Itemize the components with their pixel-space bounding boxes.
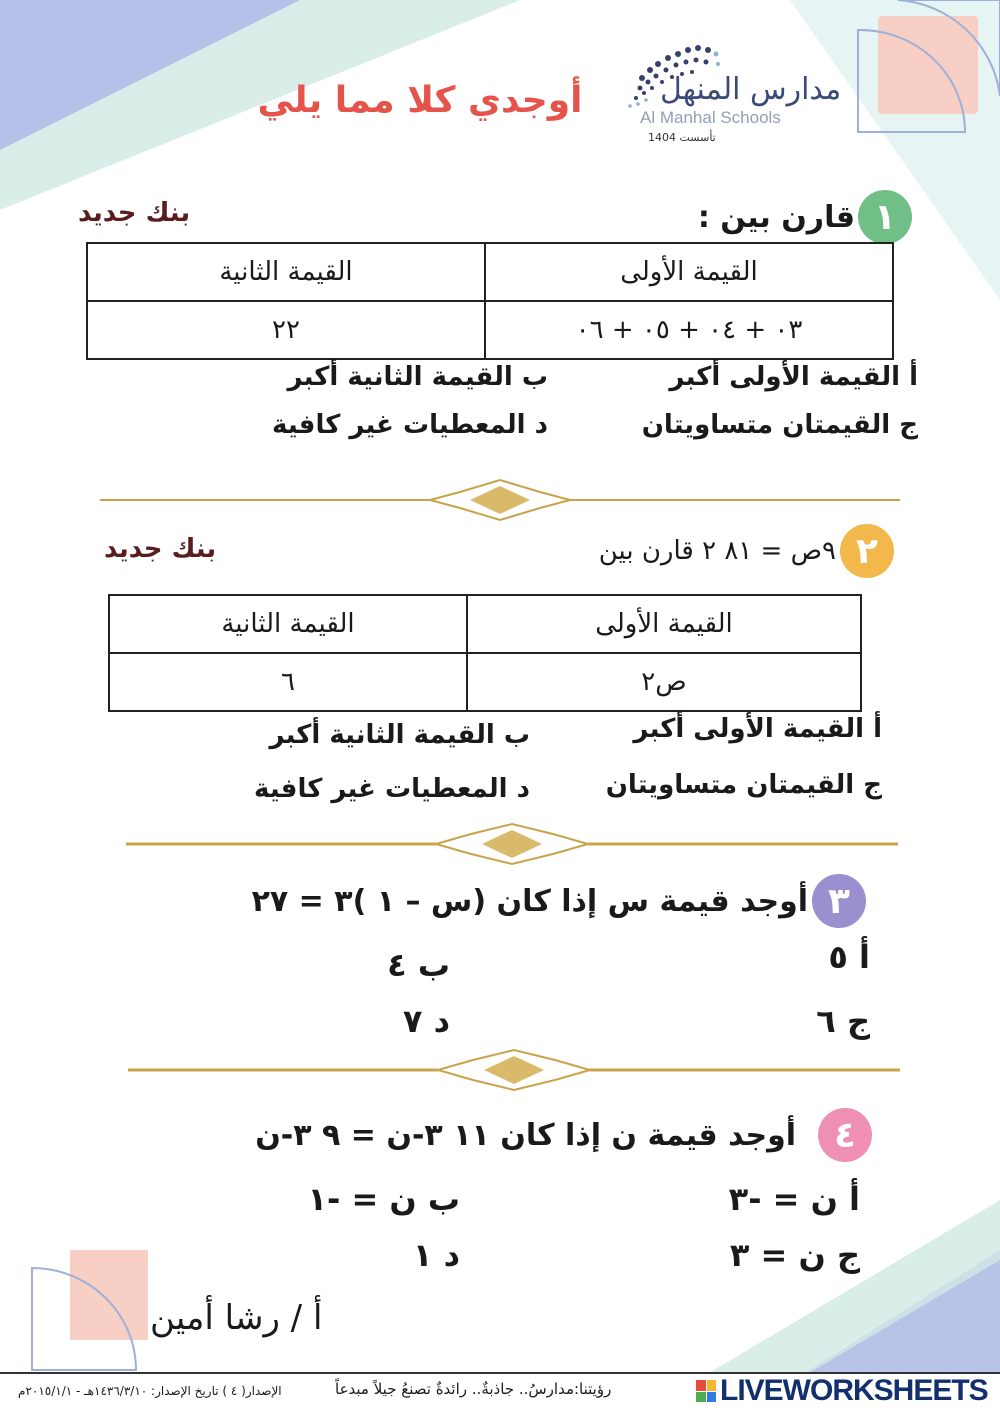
logo-established: تأسست 1404 <box>648 131 716 144</box>
logo-english-name: Al Manhal Schools <box>640 108 781 127</box>
question-2-option-c[interactable]: ج القيمتان متساويتان <box>605 770 882 800</box>
table-cell-first-value: ٠٣ + ٠٤ + ٠٥ + ٠٦ <box>485 301 893 359</box>
question-2-option-b[interactable]: ب القيمة الثانية أكبر <box>269 720 530 750</box>
footer-edition: الإصدار( ٤ ) تاريخ الإصدار: ١٤٣٦/٣/١٠هـ - ٢٠١٥/١/١م <box>18 1384 282 1398</box>
question-1-option-a[interactable]: أ القيمة الأولى أكبر <box>669 362 918 392</box>
question-4-badge <box>818 1108 872 1162</box>
ornamental-divider <box>126 822 898 866</box>
question-2-prompt: ٩ص = ٨١ ٢ قارن بين <box>598 536 836 566</box>
liveworksheets-brand[interactable] <box>720 1374 988 1408</box>
question-1-option-d[interactable]: د المعطيات غير كافية <box>272 410 548 440</box>
question-3-option-a[interactable]: أ ٥ <box>828 938 870 976</box>
question-3-option-b[interactable]: ب ٤ <box>387 946 450 984</box>
teacher-signature: أ / رشا أمين <box>150 1298 323 1338</box>
table-header-second: القيمة الثانية <box>109 595 467 653</box>
table-cell-second-value: ٦ <box>109 653 467 711</box>
table-header-second: القيمة الثانية <box>87 243 485 301</box>
liveworksheets-logo-icon <box>696 1380 716 1402</box>
footer-vision: رؤيتنا:مدارسُ.. جاذبةٌ.. رائدةٌ تصنعُ جيلاً مبدعاً <box>335 1380 612 1398</box>
question-1-number: ١ <box>874 196 896 238</box>
bottom-left-peach-shape <box>70 1250 148 1340</box>
question-1-prompt: قارن بين : <box>697 200 855 235</box>
page-title: أوجدي كلا مما يلي <box>257 80 583 121</box>
question-1-badge <box>858 190 912 244</box>
table-header-first: القيمة الأولى <box>485 243 893 301</box>
question-4-option-c[interactable]: ج ن = ٣ <box>729 1236 860 1274</box>
question-4-option-a[interactable]: أ ن = -٣ <box>728 1180 860 1218</box>
question-2-table <box>108 594 862 712</box>
question-3-badge <box>812 874 866 928</box>
question-2-option-a[interactable]: أ القيمة الأولى أكبر <box>633 714 882 744</box>
question-4-number: ٤ <box>834 1114 856 1156</box>
ornamental-divider <box>128 1048 900 1092</box>
table-cell-second-value: ٢٢ <box>87 301 485 359</box>
table-header-first: القيمة الأولى <box>467 595 861 653</box>
question-2-number: ٢ <box>856 530 878 572</box>
question-3-option-c[interactable]: ج ٦ <box>816 1002 870 1040</box>
question-3-prompt: أوجد قيمة س إذا كان (س – ١ )٣ = ٢٧ <box>251 884 808 919</box>
question-2-option-d[interactable]: د المعطيات غير كافية <box>254 774 530 804</box>
question-1-option-b[interactable]: ب القيمة الثانية أكبر <box>287 362 548 392</box>
question-4-option-d[interactable]: د ١ <box>412 1236 460 1274</box>
ornamental-divider <box>100 478 900 522</box>
question-2-badge <box>840 524 894 578</box>
question-1-option-c[interactable]: ج القيمتان متساويتان <box>641 410 918 440</box>
question-3-option-d[interactable]: د ٧ <box>402 1002 450 1040</box>
question-2-bank-label: بنك جديد <box>104 534 217 564</box>
question-3-number: ٣ <box>828 880 850 922</box>
question-1-table <box>86 242 894 360</box>
table-cell-first-value: ص٢ <box>467 653 861 711</box>
question-1-bank-label: بنك جديد <box>78 198 191 228</box>
liveworksheets-brand-text: LIVEWORKSHEETS <box>720 1374 988 1407</box>
question-4-option-b[interactable]: ب ن = -١ <box>307 1180 460 1218</box>
question-4-prompt: أوجد قيمة ن إذا كان ١١ ٣-ن = ٩ ٣-ن <box>255 1118 796 1153</box>
logo-arabic-name: مدارس المنهل <box>660 72 842 107</box>
